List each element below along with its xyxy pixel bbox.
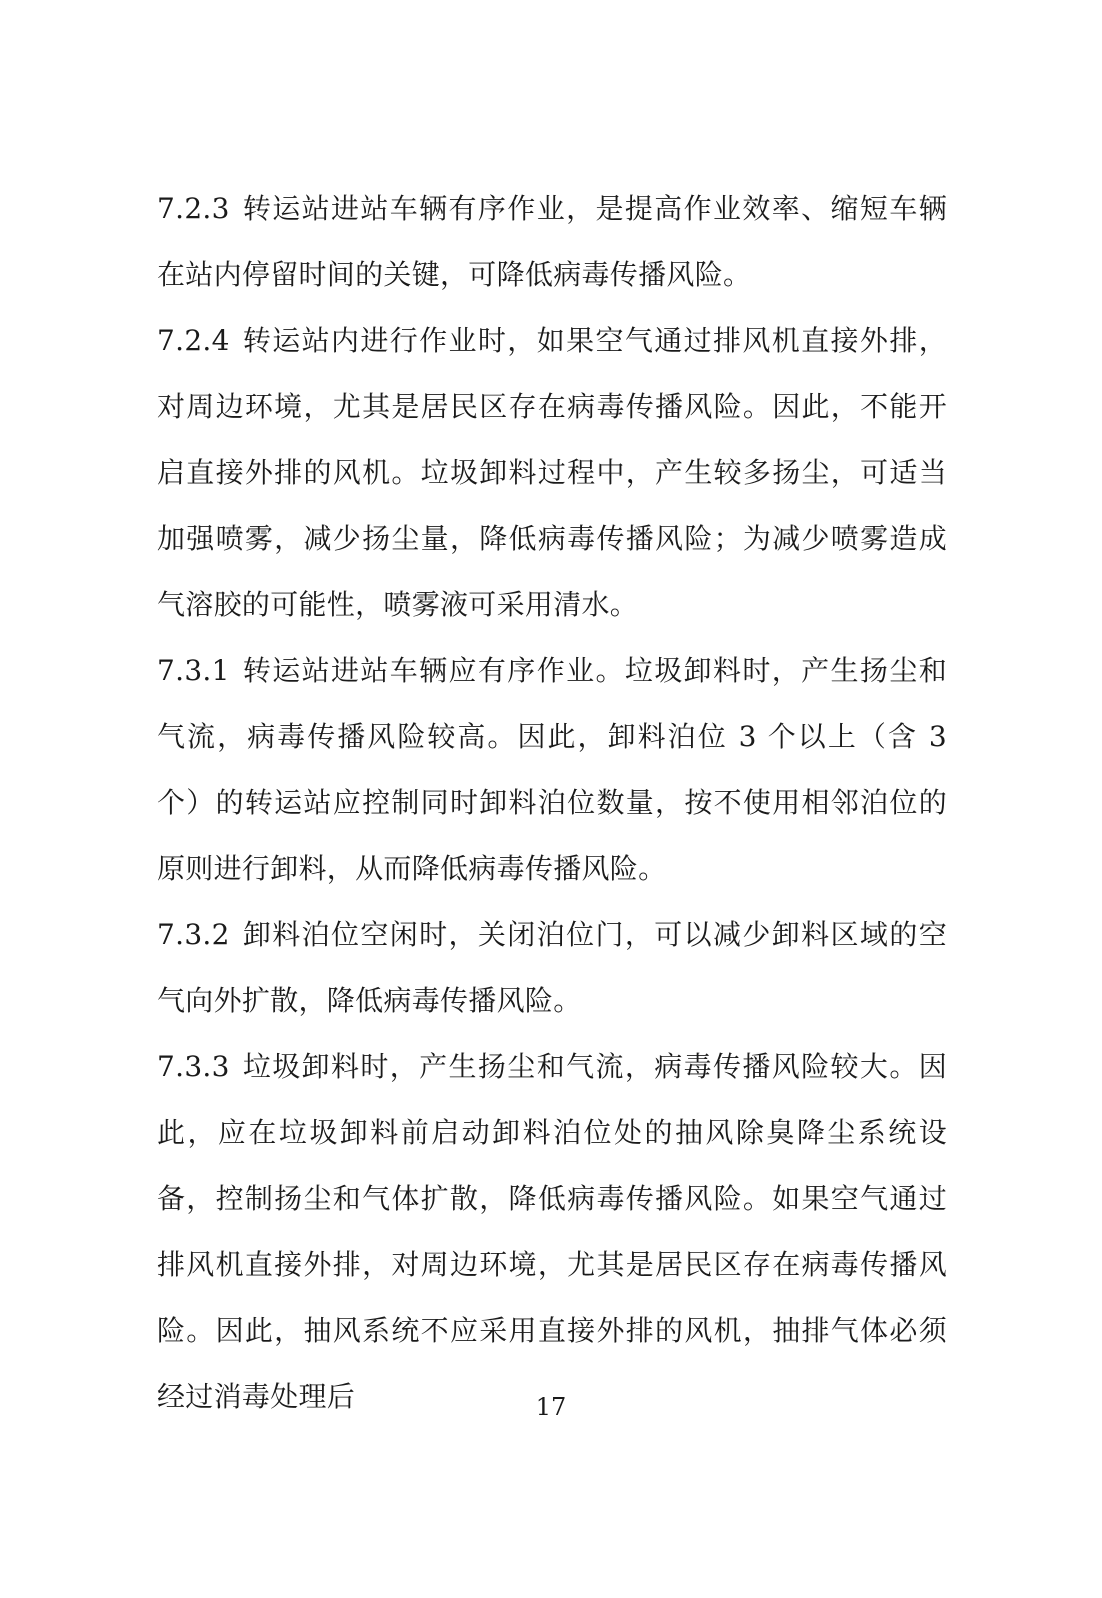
paragraph-7-3-1 [157, 638, 947, 902]
paragraph-text: 转运站内进行作业时，如果空气通过排风机直接外排，对周边环境，尤其是居民区存在病毒传播风险。因此，不能开启直接外排的风机。垃圾卸料过程中，产生较多扬尘，可适当加强喷雾，减少扬尘量，降低病毒传播风险；为减少喷雾造成气溶胶的可能性，喷雾液可采用清水。 [157, 324, 947, 621]
paragraph-7-2-3 [157, 176, 947, 308]
paragraph-text: 转运站进站车辆有序作业，是提高作业效率、缩短车辆在站内停留时间的关键，可降低病毒传播风险。 [157, 192, 947, 291]
document-body [157, 176, 947, 1430]
section-number: 7.2.4 [157, 324, 230, 357]
paragraph-text: 转运站进站车辆应有序作业。垃圾卸料时，产生扬尘和气流，病毒传播风险较高。因此，卸料泊位 3 个以上（含 3 个）的转运站应控制同时卸料泊位数量，按不使用相邻泊位的原则进行卸料，从而降低病毒传播风险。 [157, 654, 947, 885]
section-number: 7.3.2 [157, 918, 230, 951]
page-number: 17 [535, 1393, 567, 1421]
paragraph-7-3-2 [157, 902, 947, 1034]
section-number: 7.3.3 [157, 1050, 230, 1083]
paragraph-text: 垃圾卸料时，产生扬尘和气流，病毒传播风险较大。因此，应在垃圾卸料前启动卸料泊位处的抽风除臭降尘系统设备，控制扬尘和气体扩散，降低病毒传播风险。如果空气通过排风机直接外排，对周边环境，尤其是居民区存在病毒传播风险。因此，抽风系统不应采用直接外排的风机，抽排气体必须经过消毒处理后 [157, 1050, 947, 1413]
paragraph-text: 卸料泊位空闲时，关闭泊位门，可以减少卸料区域的空气向外扩散，降低病毒传播风险。 [157, 918, 947, 1017]
paragraph-7-3-3 [157, 1034, 947, 1430]
section-number: 7.2.3 [157, 192, 230, 225]
paragraph-7-2-4 [157, 308, 947, 638]
section-number: 7.3.1 [157, 654, 230, 687]
